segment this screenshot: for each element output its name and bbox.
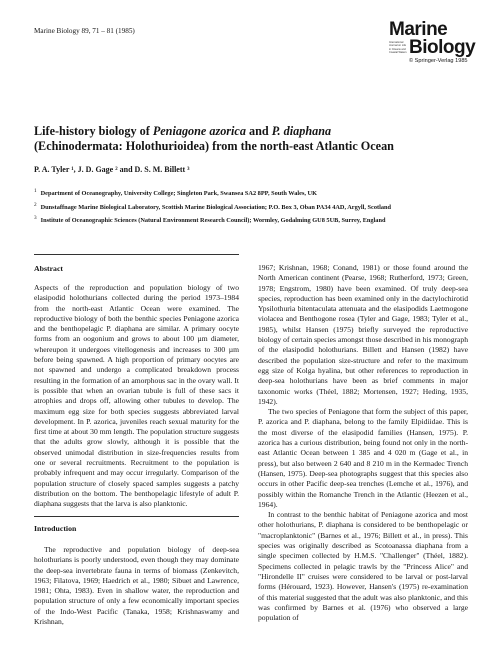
body-paragraph: 1967; Krishnan, 1968; Conand, 1981) or those found around the North American continent (Pearse, 1968; Rutherford, 1973; Green, 1978; Engstrom, 1980) have been examined. Of truly deep-sea species, reproduction has been examined only in the dactylochirotid Ypsilothuria bitentaculata attenuata and the elasipodids Laetmogone violacea and Benthogone rosea (Tyler and Gage, 1983; Tyler et al., 1985), whilst Hansen (1975) briefly surveyed the reproductive biology of certain species amongst those described in his monograph of the elasipodid holothurians. Billett and Hansen (1982) have described the population size-structure and refer to the maximum egg size of Kolga hyalina, but other references to reproduction in deep-sea holothurians have been as brief comments in major taxonomic works (Théel, 1882; Mortensen, 1927; Heding, 1935, 1942). xyxy=(258,263,468,406)
abstract-heading: Abstract xyxy=(34,264,64,273)
logo-line-2: Biology xyxy=(409,37,476,58)
species-name: Peniagone azorica xyxy=(152,124,246,138)
publisher-copyright: © Springer-Verlag 1985 xyxy=(409,58,468,64)
species-name: P. diaphana xyxy=(271,124,332,138)
abstract-text: Aspects of the reproduction and population biology of two elasipodid holothurians collected during the period 1973–1984 from the north-east Atlantic Ocean were examined. The reproductive biology of both the benthic species Peniagone azorica and the benthopelagic P. diaphana are similar. A primary oocyte forms from an oogonium and grows to about 100 µm diameter, whereupon it undergoes vitellogenesis and increases to 300 µm before being spawned. A high proportion of primary oocytes are not spawned and undergo a complicated breakdown process resulting in the formation of an amorphous sac in the ovary wall. It is possible that when an ovarian tubule is full of these sacs it atrophies and drops off, allowing other tubules to develop. The maximum egg size for both species suggests abbreviated larval development. In P. azorica, juveniles reach sexual maturity for the first time at about 30 mm length. The population structure suggests that the adults grow slowly, although it is possible that the observed unimodal distribution in size-frequencies results from one or several recruitments. Recruitment to the population is probably infrequent and may occur irregularly. Comparison of the population structure of closely spaced samples suggests a patchy distribution on the bottom. The benthopelagic lifestyle of adult P. diaphana suggests that the larva is also planktonic. xyxy=(34,283,239,509)
body-paragraph: In contrast to the benthic habitat of Peniagone azorica and most other holothurians, P. diaphana is considered to be benthopelagic or "macroplanktonic" (Barnes et al., 1976; Billett et al., in press). This species was originally described as Scotoanassa diaphana from a single specimen collected by H.M.S. "Challenger" (Théel, 1882). Specimens collected in pelagic trawls by the "Princess Alice" and "Hirondelle II" cruises were considered to be larval or post-larval forms (Hérouard, 1923). However, Hansen's (1975) re-examination of this material suggested that the adult was also planktonic, and this was confirmed by Barnes et al. (1976) who observed a large population of xyxy=(258,510,468,623)
affiliation-item: $^1$ Department of Oceanography, University College; Singleton Park, Swansea SA2 8PP, South Wales, UK xyxy=(34,188,317,198)
affiliation-item: $^3$ Institute of Oceanographic Sciences (Natural Environment Research Council); Wormley, Godalming GU8 5UB, Surrey, England xyxy=(34,215,386,225)
article-title: Life-history biology of Peniagone azorica and P. diaphana (Echinodermata: Holothurioidea) from the north-east Atlantic Ocean xyxy=(34,124,394,153)
journal-logo xyxy=(389,19,476,64)
logo-subtitle: International Journal on Life in Oceans and Coastal Waters xyxy=(389,41,407,55)
logo-line-1: Marine xyxy=(389,19,448,40)
affiliations xyxy=(34,186,474,227)
right-column xyxy=(258,263,468,623)
abstract-top-rule xyxy=(34,254,239,255)
introduction-text: The reproductive and population biology of deep-sea holothurians is poorly understood, even though they may dominate the deep-sea invertebrate fauna in terms of biomass (Zenkevitch, 1963; Filatova, 1969; Haedrich et al., 1980; Sibuet and Lawrence, 1981; Ohta, 1983). Even in shallow water, the reproduction and population structure of only a few economically important species of the Indo-West Pacific (Tanaka, 1958; Krishnaswamy and Krishnan, xyxy=(34,545,239,627)
author-list: P. A. Tyler ¹, J. D. Gage ² and D. S. M. Billett ³ xyxy=(34,165,190,174)
journal-reference: Marine Biology 89, 71 – 81 (1985) xyxy=(34,27,135,35)
abstract-bottom-rule xyxy=(34,516,239,517)
introduction-heading: Introduction xyxy=(34,524,77,533)
body-paragraph: The two species of Peniagone that form the subject of this paper, P. azorica and P. diaphana, belong to the family Elpidiidae. This is the most diverse of the elasipodid families (Hansen, 1975). P. azorica has a curious distribution, being found not only in the north-east Atlantic Ocean between 1 385 and 4 020 m (Gage et al., in press), but also between 2 640 and 8 210 m in the Kermadec Trench (Hansen, 1975). Deep-sea photographs suggest that this species also occurs in other Pacific deep-sea trenches (Lemche et al., 1976), and possibly within the Romanche Trench in the Atlantic (Heezen et al., 1964). xyxy=(258,407,468,509)
affiliation-item: $^2$ Dunstaffnage Marine Biological Laboratory, Scottish Marine Biological Association; P.O. Box 3, Oban PA34 4AD, Argyll, Scotland xyxy=(34,201,391,211)
